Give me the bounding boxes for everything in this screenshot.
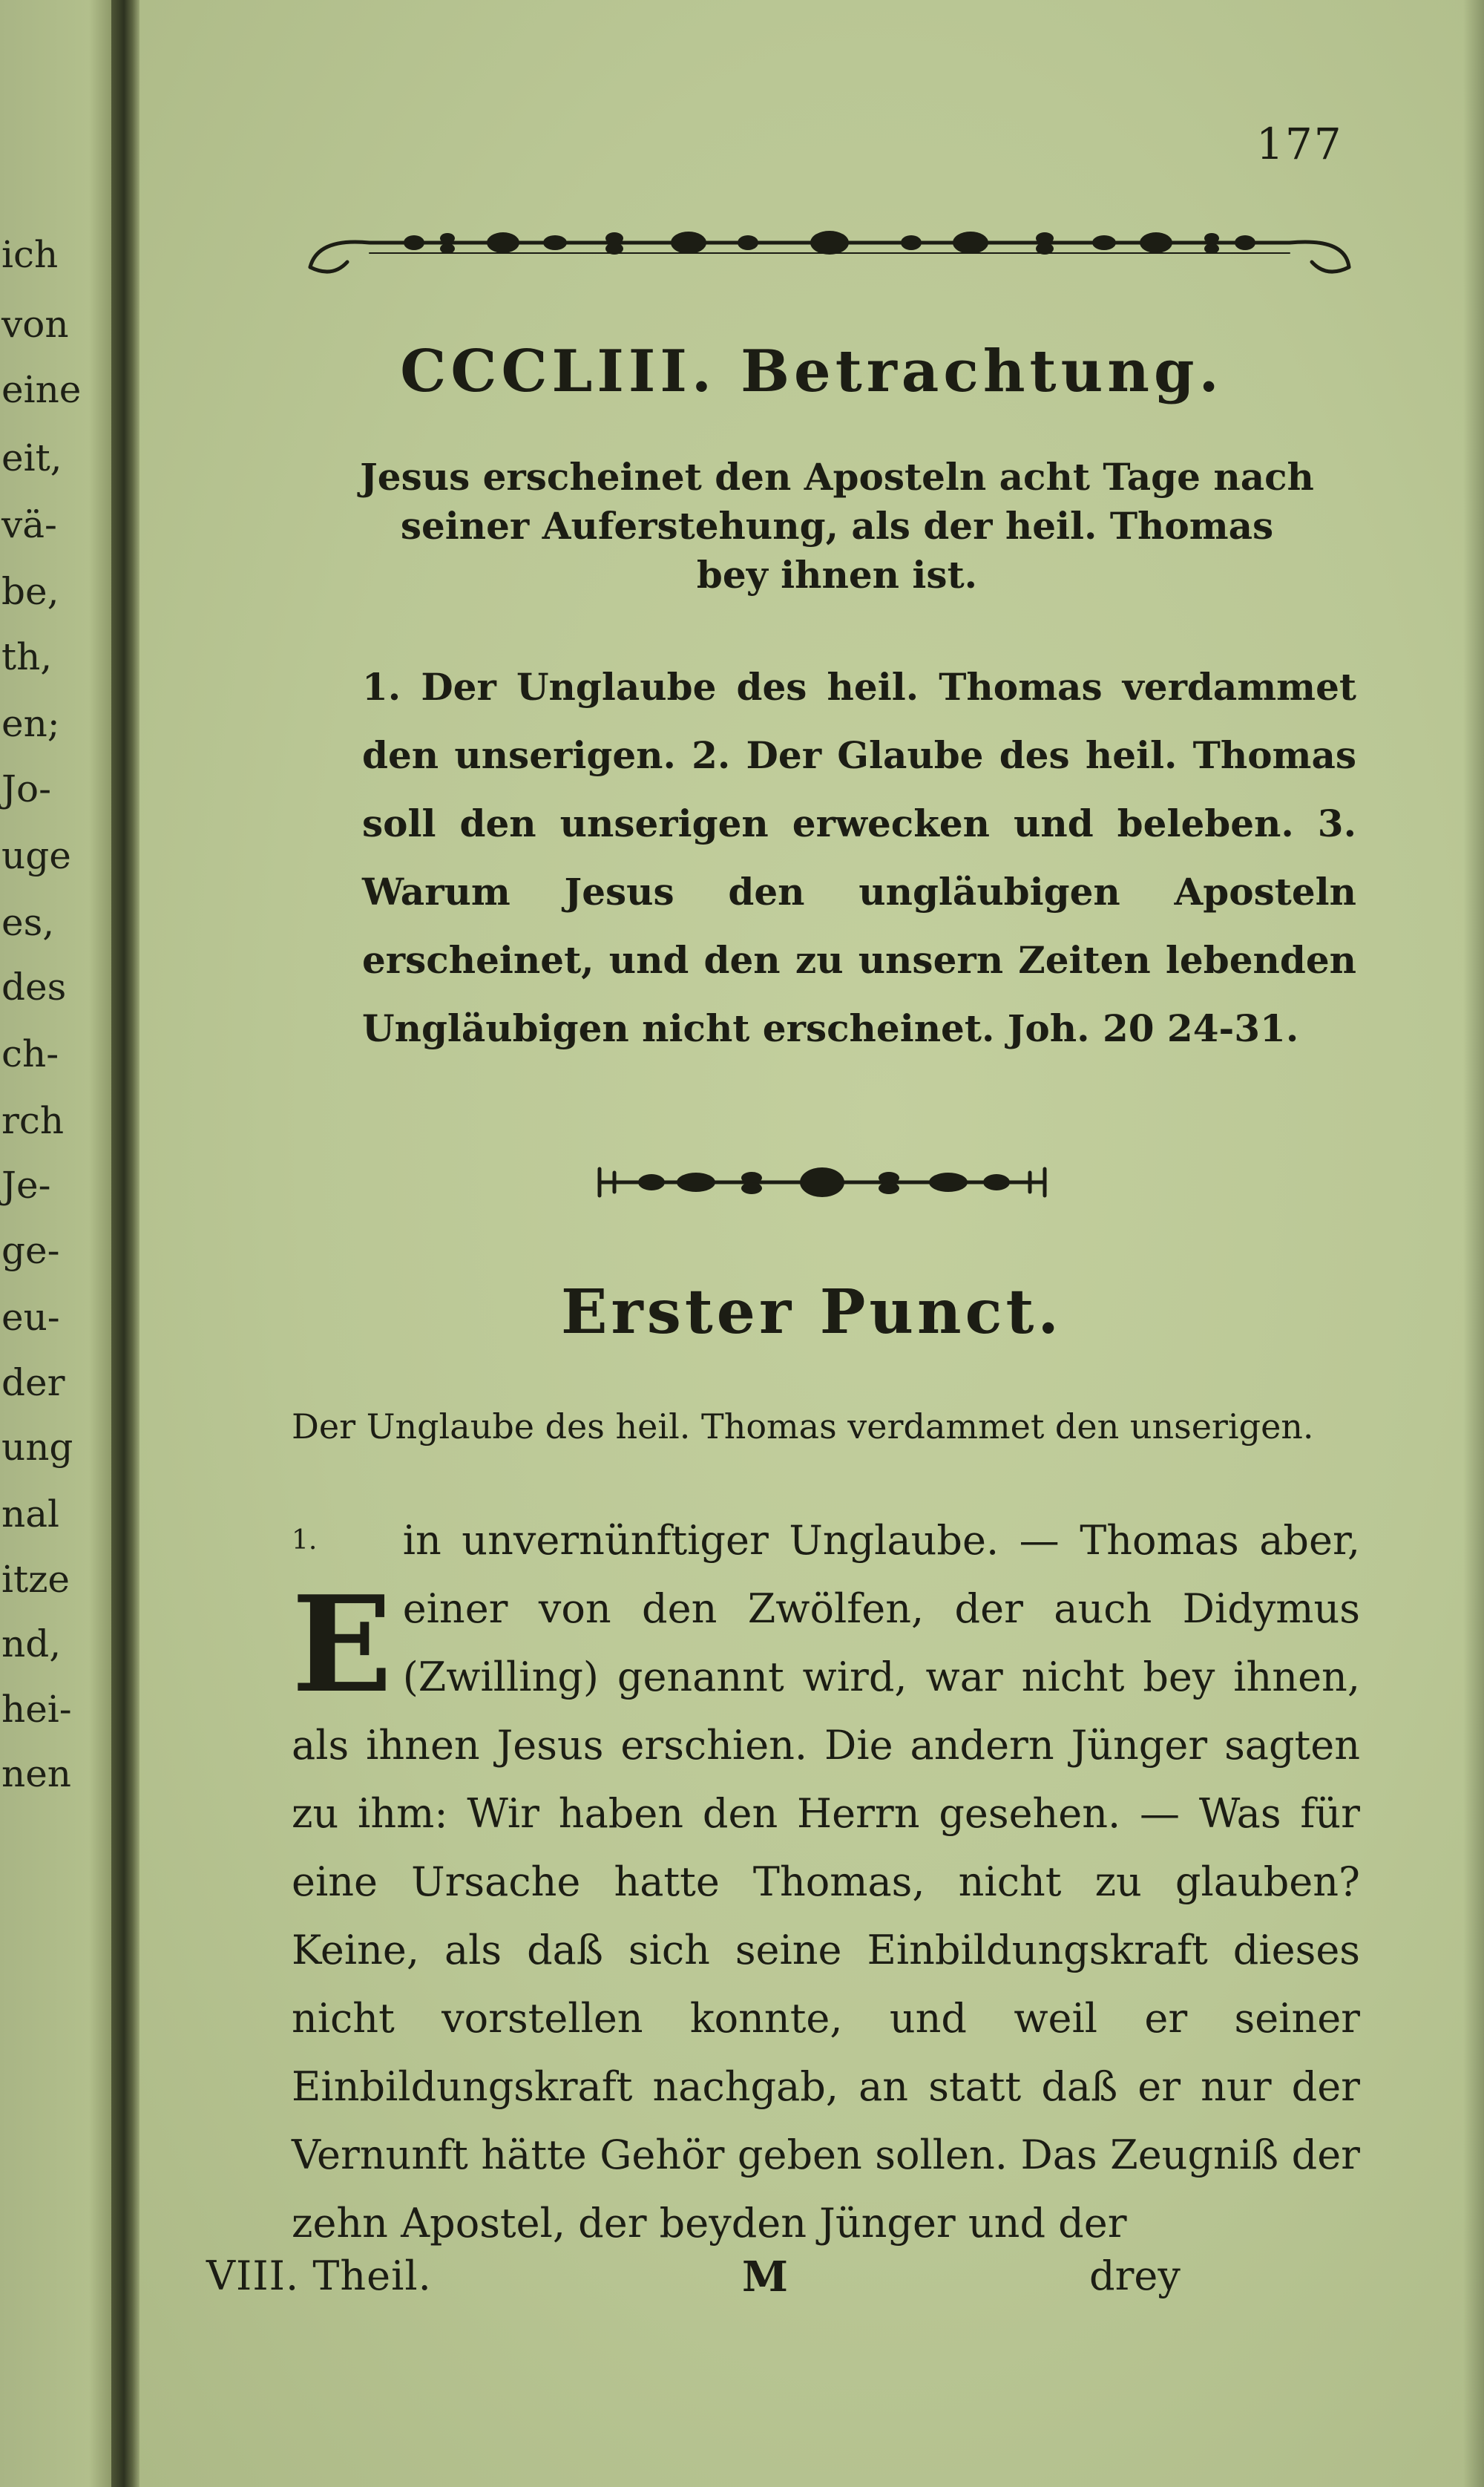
left-page-fragment: be, bbox=[1, 570, 59, 613]
left-page-fragment: hei- bbox=[1, 1688, 72, 1731]
left-page-fragment: nd, bbox=[1, 1622, 62, 1665]
left-page-fragment: nal bbox=[1, 1492, 60, 1536]
left-page-fragment: ung bbox=[1, 1426, 73, 1469]
left-page-fragment: Jo- bbox=[1, 767, 52, 810]
left-facing-page bbox=[0, 0, 111, 2487]
chapter-subtitle bbox=[325, 453, 1349, 600]
ornamental-divider bbox=[585, 1147, 1060, 1217]
subtitle-line: bey ihnen ist. bbox=[696, 553, 978, 597]
left-page-fragment: ge- bbox=[1, 1229, 60, 1272]
left-page-fragment: der bbox=[1, 1361, 65, 1404]
left-page-fragment: eit, bbox=[1, 436, 62, 479]
subtitle-line: Jesus erscheinet den Aposteln acht Tage nach bbox=[360, 455, 1314, 499]
ornamental-header-rule bbox=[303, 204, 1356, 293]
left-page-fragment: en; bbox=[1, 702, 60, 745]
left-page-fragment: des bbox=[1, 966, 67, 1009]
left-page-fragment: ch- bbox=[1, 1032, 59, 1075]
subtitle-line: seiner Auferstehung, als der heil. Thomas bbox=[400, 504, 1274, 548]
body-text: in unvernünftiger Unglaube. — Thomas aber, einer von den Zwölfen, der auch Didymus (Zwilling) genannt wird, war nicht bey ihnen, als ihnen Jesus erschien. Die andern Jünger sagten zu ihm: Wir haben den Herrn gesehen. — Was für eine Ursache hatte Thomas, nicht zu glauben? Keine, als daß sich seine Einbildungskraft dieses nicht vorstellen konnte, und weil er seiner Einbildungskraft nachgab, an statt daß er nur der Vernunft hätte Gehör geben sollen. Das Zeugniß der zehn Apostel, der beyden Jünger und der bbox=[292, 1517, 1360, 2247]
left-page-fragment: rch bbox=[1, 1099, 65, 1142]
chapter-heading: CCCLIII. Betrachtung. bbox=[400, 338, 1224, 405]
section-title: Erster Punct. bbox=[561, 1277, 1063, 1348]
left-page-fragment: vä- bbox=[1, 503, 57, 546]
left-page-fragment: nen bbox=[1, 1752, 71, 1795]
drop-cap: E bbox=[292, 1567, 393, 1722]
volume-signature: VIII. Theil. bbox=[206, 2252, 432, 2299]
left-page-fragment: eine bbox=[1, 368, 82, 411]
left-page-fragment: ich bbox=[1, 233, 59, 276]
paragraph-number: 1. bbox=[292, 1525, 318, 1556]
left-page-fragment: von bbox=[1, 303, 69, 346]
left-page-fragment: uge bbox=[1, 834, 71, 877]
left-page-fragment: eu- bbox=[1, 1296, 60, 1339]
book-page bbox=[139, 0, 1484, 2487]
catchword: drey bbox=[1089, 2252, 1181, 2299]
page-number: 177 bbox=[1256, 119, 1343, 169]
left-page-fragment: Je- bbox=[1, 1164, 51, 1207]
section-subtitle: Der Unglaube des heil. Thomas verdammet den unserigen. bbox=[292, 1406, 1314, 1446]
chapter-summary bbox=[292, 653, 1356, 1063]
body-paragraph bbox=[292, 1507, 1360, 2258]
left-page-fragment: itze bbox=[1, 1558, 70, 1601]
book-gutter bbox=[111, 0, 139, 2487]
summary-text: 1. Der Unglaube des heil. Thomas verdammet den unserigen. 2. Der Glaube des heil. Thomas soll den unserigen erwecken und beleben. 3. Warum Jesus den ungläubigen Aposteln erscheinet, und den zu unsern Zeiten lebenden Ungläubigen nicht erscheinet. Joh. 20 24-31. bbox=[362, 665, 1356, 1050]
dropcap-block bbox=[292, 1507, 393, 1722]
gathering-signature: M bbox=[742, 2252, 788, 2301]
left-page-fragment: th, bbox=[1, 635, 53, 678]
left-page-fragment: es, bbox=[1, 901, 55, 944]
